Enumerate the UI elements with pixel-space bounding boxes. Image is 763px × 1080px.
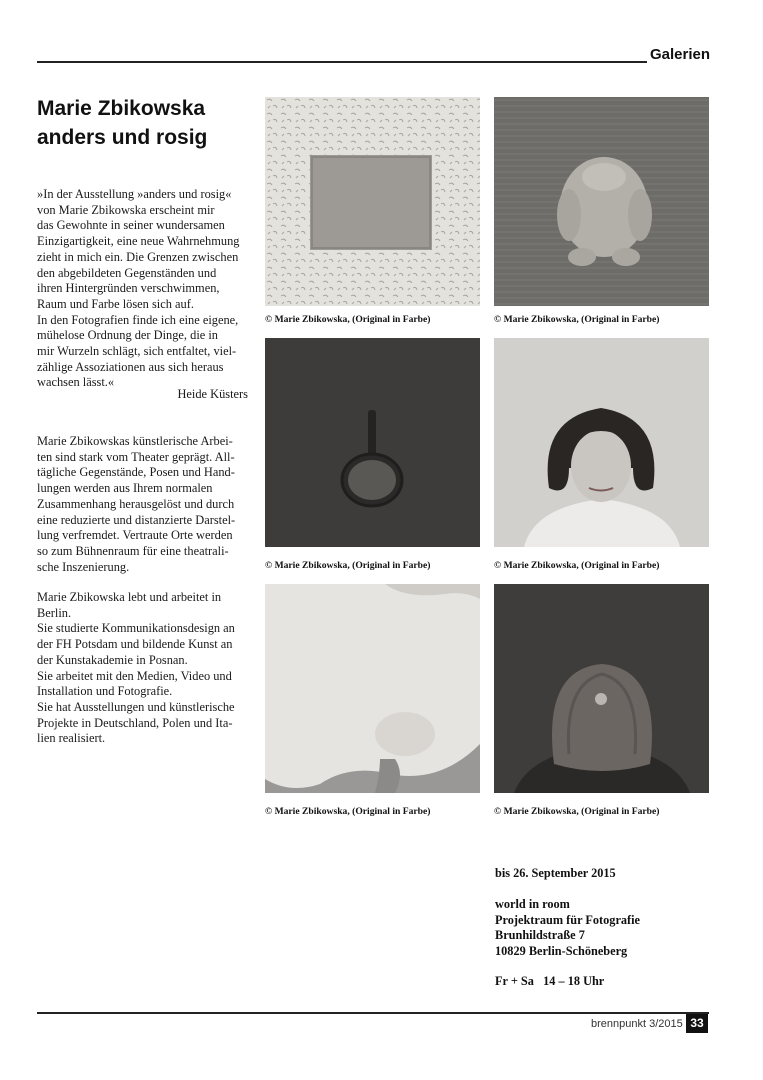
text-line: lien realisiert. xyxy=(37,731,106,746)
photo-caption: © Marie Zbikowska, (Original in Farbe) xyxy=(265,560,431,571)
exhibition-address xyxy=(495,897,640,959)
venue-city: 10829 Berlin-Schöneberg xyxy=(495,943,628,958)
text-line: lungen werden aus Ihrem normalen xyxy=(37,481,213,496)
venue-name: world in room xyxy=(495,897,570,911)
photo-cloth-image xyxy=(265,97,480,306)
paragraph-theater xyxy=(37,434,252,575)
journal-issue: brennpunkt 3/2015 xyxy=(591,1018,683,1030)
section-label: Galerien xyxy=(650,46,711,63)
photo-cloth xyxy=(265,97,480,306)
text-line: Raum und Farbe lösen sich auf. xyxy=(37,296,194,311)
text-line: Marie Zbikowska lebt und arbeitet in xyxy=(37,590,222,604)
photo-caption: © Marie Zbikowska, (Original in Farbe) xyxy=(494,806,660,817)
photo-back-of-head xyxy=(494,584,709,793)
quote-block xyxy=(37,187,252,391)
photo-horse-image xyxy=(265,584,480,793)
photo-chicken xyxy=(494,97,709,306)
text-line: Sie hat Ausstellungen und künstlerische xyxy=(37,699,235,714)
text-line: der FH Potsdam und bildende Kunst an xyxy=(37,637,233,652)
header-rule xyxy=(37,61,647,63)
photo-chicken-image xyxy=(494,97,709,306)
text-line: Marie Zbikowskas künstlerische Arbei- xyxy=(37,434,233,448)
text-line: den abgebildeten Gegenständen und xyxy=(37,265,217,280)
text-line: Sie arbeitet mit den Medien, Video und xyxy=(37,668,232,683)
footer-rule xyxy=(37,1012,709,1014)
text-line: von Marie Zbikowska erscheint mir xyxy=(37,202,215,217)
text-line: mir Wurzeln schlägt, sich entfaltet, viel- xyxy=(37,344,237,359)
quote-author: Heide Küsters xyxy=(177,387,248,401)
text-line: wachsen lässt.« xyxy=(37,375,115,390)
photo-horse xyxy=(265,584,480,793)
text-line: »In der Ausstellung »anders und rosig« xyxy=(37,187,232,201)
text-line: mühelose Ordnung der Dinge, die in xyxy=(37,328,219,343)
text-line: Sie studierte Kommunikationsdesign an xyxy=(37,621,235,636)
opening-hours: Fr + Sa 14 – 18 Uhr xyxy=(495,974,605,988)
text-line: der Kunstakademie in Posnan. xyxy=(37,652,188,667)
title-line-2: anders und rosig xyxy=(37,126,208,149)
text-line: Zusammenhang herausgelöst und durch xyxy=(37,496,235,511)
text-line: Einzigartigkeit, eine neue Wahrnehmung xyxy=(37,234,240,249)
text-line: so zum Bühnenraum für eine theatrali- xyxy=(37,543,229,558)
venue-subtitle: Projektraum für Fotografie xyxy=(495,912,641,927)
page-number: 33 xyxy=(686,1014,708,1033)
photo-portrait xyxy=(494,338,709,547)
text-line: das Gewohnte in seiner wundersamen xyxy=(37,218,225,233)
title-line-1: Marie Zbikowska xyxy=(37,97,206,120)
photo-portrait-image xyxy=(494,338,709,547)
text-line: In den Fotografien finde ich eine eigene, xyxy=(37,312,239,327)
text-line: Projekte in Deutschland, Polen und Ita- xyxy=(37,715,233,730)
photo-caption: © Marie Zbikowska, (Original in Farbe) xyxy=(265,314,431,325)
photo-pan xyxy=(265,338,480,547)
text-line: zieht in mich ein. Die Grenzen zwischen xyxy=(37,249,239,264)
photo-caption: © Marie Zbikowska, (Original in Farbe) xyxy=(265,806,431,817)
photo-pan-image xyxy=(265,338,480,547)
paragraph-biography xyxy=(37,590,252,747)
photo-back-of-head-image xyxy=(494,584,709,793)
photo-caption: © Marie Zbikowska, (Original in Farbe) xyxy=(494,560,660,571)
text-line: ten sind stark vom Theater geprägt. All- xyxy=(37,449,235,464)
text-line: sche Inszenierung. xyxy=(37,559,130,574)
text-line: eine reduzierte und distanzierte Darstel- xyxy=(37,512,236,527)
article-title xyxy=(37,94,207,152)
text-line: lung verfremdet. Vertraute Orte werden xyxy=(37,528,233,543)
text-line: ihren Hintergründen verschwimmen, xyxy=(37,281,220,296)
venue-street: Brunhildstraße 7 xyxy=(495,928,585,943)
photo-caption: © Marie Zbikowska, (Original in Farbe) xyxy=(494,314,660,325)
text-line: tägliche Gegenstände, Posen und Hand- xyxy=(37,465,235,480)
text-line: Installation und Fotografie. xyxy=(37,684,173,699)
exhibition-dates: bis 26. September 2015 xyxy=(495,866,616,880)
text-line: Berlin. xyxy=(37,605,72,620)
text-line: zählige Assoziationen aus sich heraus xyxy=(37,359,224,374)
